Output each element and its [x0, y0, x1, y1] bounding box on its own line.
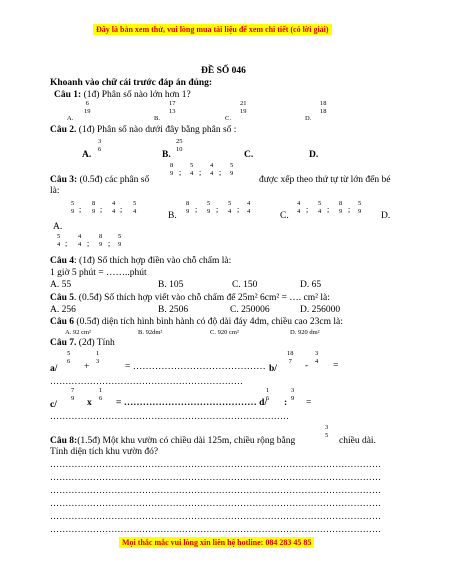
q8-fraction: 3 5 — [325, 424, 329, 439]
q8-label: Câu 8: — [50, 436, 78, 446]
q1-option-d-letter[interactable]: D. — [305, 115, 312, 122]
q5-option-a[interactable]: A. 256 — [50, 305, 76, 315]
q2-option-b-fraction[interactable]: 25 10 — [176, 138, 183, 153]
q7-prompt: (2đ) Tính — [76, 338, 115, 348]
q7-a-operator: + — [84, 362, 90, 372]
q1-option-c-fraction[interactable]: 21 19 — [240, 100, 247, 115]
q7-c-fraction-1: 7 9 — [71, 387, 75, 402]
q7-a-label: a/ — [50, 364, 58, 374]
q2-given-fraction: 3 6 — [98, 138, 102, 153]
q3-opt-d-f2[interactable]: 4 4 — [78, 233, 82, 248]
q3-opt-c-f1[interactable]: 4 4 — [297, 200, 301, 215]
q3-opt-d-f1[interactable]: 5 4 — [57, 233, 61, 248]
q3-fraction-4: 5 9 — [230, 162, 234, 177]
q3-opt-d-f4[interactable]: 5 9 — [118, 233, 122, 248]
q2-option-a[interactable]: A. — [82, 150, 92, 160]
q7-a-answer-line[interactable]: = …………………………………… — [125, 362, 266, 372]
header-banner: Đây là bản xem thử, vui lòng mua tài liệu để xem chi tiết (có lời giải) — [93, 24, 332, 35]
q3-opt-b-f2[interactable]: 5 9 — [207, 200, 211, 215]
q3-prompt: (0.5đ) các phân số — [79, 175, 150, 185]
answer-line[interactable]: ……………………………………………………………………………………………… — [50, 511, 382, 521]
q3-label: Câu 3: — [50, 175, 78, 185]
q4-label: Câu 4 — [50, 256, 75, 266]
q4-text — [50, 256, 231, 266]
q7-b-equals: = — [333, 361, 339, 371]
q7-d-equals: = — [306, 398, 312, 408]
q3-option-a-letter[interactable]: A. — [53, 222, 63, 232]
q4-prompt: : (1đ) Số thích hợp điền vào chỗ chấm là: — [74, 256, 232, 266]
page-title: ĐỀ SỐ 046 — [201, 66, 246, 76]
q7-b-operator: - — [305, 361, 309, 371]
q3-opt-b-f4[interactable]: 4 4 — [247, 200, 251, 215]
q8-text — [50, 436, 295, 446]
q7-d-fraction-1: 1 6 — [266, 387, 270, 402]
q3-opt-a-f3[interactable]: 4 4 — [112, 200, 116, 215]
q6-label: Câu 6 — [50, 317, 75, 327]
q7-c-label: c/ — [50, 400, 57, 410]
q6-option-d[interactable]: D. 920 dm² — [290, 329, 320, 336]
q1-option-d-fraction[interactable]: 18 18 — [320, 100, 327, 115]
q7-a-fraction-2: 1 3 — [96, 350, 100, 365]
q2-label: Câu 2. — [50, 125, 77, 135]
q3-fraction-3: 4 4 — [210, 162, 214, 177]
q8-line2: Tính diện tích khu vườn đó? — [50, 447, 159, 457]
answer-line[interactable]: ……………………………………………………………………………………………… — [50, 524, 382, 534]
instruction: Khoanh vào chữ cái trước đáp án đúng: — [50, 78, 213, 88]
q4-line2: 1 giờ 5 phút = ……..phút — [50, 268, 147, 278]
q7-text — [50, 338, 115, 348]
q2-option-b[interactable]: B. — [162, 150, 171, 160]
q3-opt-c-f3[interactable]: 8 9 — [339, 200, 343, 215]
answer-line[interactable]: ……………………………………………………………………………………………… — [50, 459, 382, 469]
q3-prompt-3: là: — [50, 186, 60, 196]
q4-option-c[interactable]: C. 150 — [232, 280, 258, 290]
q7-d-operator: : — [284, 398, 288, 408]
q3-prompt-2: được xếp theo thứ tự từ lớn đến bé — [259, 175, 391, 185]
q7-c-answer-line[interactable]: = …………………………………… d/ — [116, 398, 268, 408]
q1-option-b-letter[interactable]: B. — [154, 115, 160, 122]
q3-sep: ; — [179, 168, 182, 177]
q7-c-operator: x — [87, 398, 92, 408]
q1-prompt: (1đ) Phân số nào lớn hơn 1? — [83, 90, 191, 100]
q1-label: Câu 1: — [54, 90, 82, 100]
q3-text — [50, 175, 149, 185]
q6-option-b[interactable]: B. 92dm² — [138, 329, 163, 336]
q7-b-fraction-1: 18 7 — [287, 350, 294, 365]
q4-option-a[interactable]: A. 55 — [50, 280, 72, 290]
q3-opt-c-f2[interactable]: 5 4 — [318, 200, 322, 215]
q3-opt-d-f3[interactable]: 8 9 — [99, 233, 103, 248]
answer-line[interactable]: ……………………………………………………………………………………………… — [50, 485, 382, 495]
q8-prompt: (1.5đ) Một khu vườn có chiều dài 125m, chiều rộng bằng — [77, 436, 296, 446]
q3-opt-a-f1[interactable]: 5 9 — [71, 200, 75, 215]
q7-d-fraction-2: 3 9 — [291, 387, 295, 402]
q3-opt-c-f4[interactable]: 5 9 — [358, 200, 362, 215]
q6-text — [50, 317, 343, 327]
q6-prompt: (0.5đ) diện tích hình bình hành có độ dài đáy 4dm, chiều cao 23cm là: — [74, 317, 343, 327]
q5-option-b[interactable]: B. 2506 — [158, 305, 189, 315]
footer-banner: Mọi thắc mắc vui lòng xin liên hệ hotline: 084 283 45 85 — [119, 537, 314, 548]
q1-option-c-letter[interactable]: C. — [225, 115, 231, 122]
q3-fraction-1: 8 9 — [170, 162, 174, 177]
q1-text — [54, 90, 191, 100]
q5-label: Câu 5 — [50, 293, 75, 303]
q6-option-a[interactable]: A. 92 cm² — [65, 329, 91, 336]
q2-text — [50, 125, 236, 135]
q7-a-fraction-1: 5 6 — [67, 350, 71, 365]
q5-text — [50, 293, 330, 303]
q6-option-c[interactable]: C. 920 cm² — [210, 329, 239, 336]
q3-sep: ; — [199, 168, 202, 177]
q7-c-fraction-2: 1 6 — [99, 387, 103, 402]
q7-a-answer-line-2[interactable]: ……………………………………………………… — [50, 376, 244, 386]
q3-opt-b-f3[interactable]: 5 4 — [228, 200, 232, 215]
q5-option-d[interactable]: D. 256000 — [300, 305, 341, 315]
q2-option-d[interactable]: D. — [309, 150, 319, 160]
q5-prompt: . (0.5đ) Số thích hợp viết vào chỗ chấm để 25m² 6cm² = …. cm² là: — [74, 293, 330, 303]
q5-option-c[interactable]: C. 250006 — [230, 305, 270, 315]
q1-option-a-fraction[interactable]: 6 19 — [84, 100, 91, 115]
q3-option-c-letter[interactable]: C. — [280, 211, 289, 221]
q7-c-answer-line-2[interactable]: …………………………………………………………………… — [50, 411, 290, 421]
q3-opt-a-f2[interactable]: 8 9 — [92, 200, 96, 215]
q4-option-d[interactable]: D. 65 — [300, 280, 322, 290]
q8-prompt-2: chiều dài. — [339, 436, 376, 446]
answer-line[interactable]: ……………………………………………………………………………………………… — [50, 472, 382, 482]
q3-option-b-letter[interactable]: B. — [168, 211, 177, 221]
q4-option-b[interactable]: B. 105 — [158, 280, 184, 290]
q7-label: Câu 7. — [50, 338, 77, 348]
q7-b-fraction-2: 3 4 — [315, 350, 319, 365]
q3-sep: ; — [219, 168, 222, 177]
q3-option-d-letter[interactable]: D. — [381, 211, 391, 221]
answer-line[interactable]: ……………………………………………………………………………………………… — [50, 498, 382, 508]
q7-b-label: b/ — [269, 364, 277, 374]
q1-option-a-letter[interactable]: A. — [67, 115, 74, 122]
q2-prompt: (1đ) Phân số nào dưới đây bằng phân số : — [78, 125, 237, 135]
q1-option-b-fraction[interactable]: 17 13 — [169, 100, 176, 115]
q3-opt-b-f1[interactable]: 8 9 — [186, 200, 190, 215]
q2-option-c[interactable]: C. — [244, 150, 254, 160]
q3-fraction-2: 5 4 — [190, 162, 194, 177]
q3-opt-a-f4[interactable]: 5 4 — [133, 200, 137, 215]
